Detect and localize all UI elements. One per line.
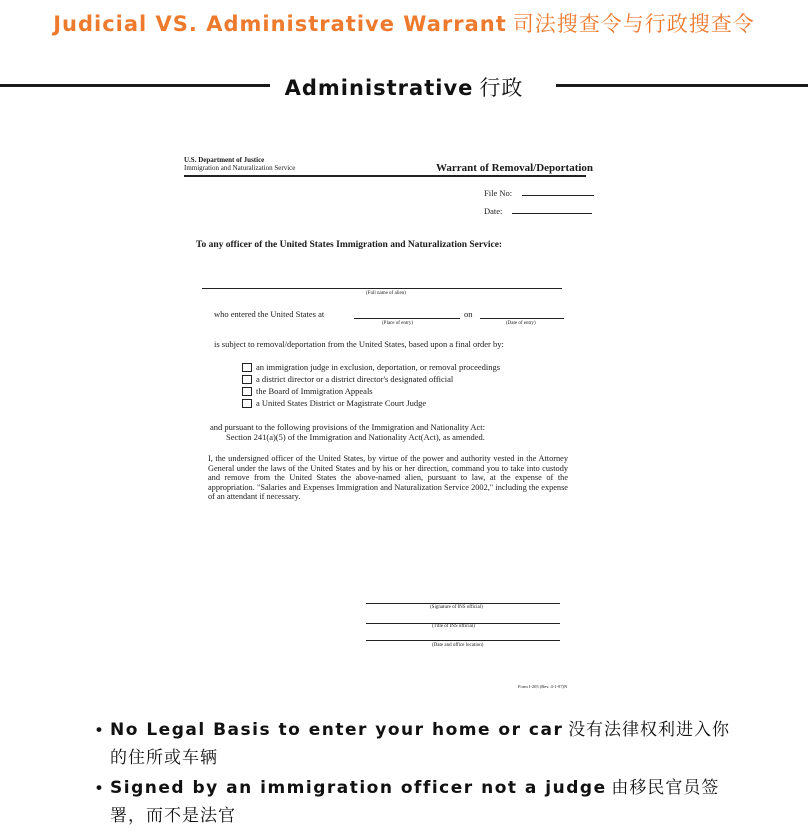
option-row: the Board of Immigration Appeals xyxy=(242,386,373,396)
section-title xyxy=(0,72,808,102)
full-name-rule xyxy=(202,288,562,289)
form-number: Form I-205 (Rev. 4-1-97)N xyxy=(518,684,568,689)
agency-line-1: U.S. Department of Justice xyxy=(184,156,265,164)
list-item: • Signed by an immigration officer not a judge 由移民官员签署，而不是法官 xyxy=(96,778,720,826)
subject-text: is subject to removal/deportation from the United States, based upon a final order by: xyxy=(214,339,504,349)
pursuant-line-1: and pursuant to the following provisions of the Immigration and Nationality Act: xyxy=(210,422,486,432)
agency-name xyxy=(184,156,295,172)
file-no-field xyxy=(484,188,594,198)
place-caption: (Place of entry) xyxy=(382,321,414,326)
agency-line-2: Immigration and Naturalization Service xyxy=(184,164,296,172)
title-rule xyxy=(184,175,586,177)
signature-rule xyxy=(366,603,560,604)
date-entry-caption: (Date of entry) xyxy=(506,321,536,326)
signature-caption: (Signature of INS official) xyxy=(430,605,483,610)
document-title: Warrant of Removal/Deportation xyxy=(436,162,594,174)
checkbox[interactable] xyxy=(242,399,252,408)
checkbox[interactable] xyxy=(242,363,252,372)
on-text: on xyxy=(464,309,473,319)
option-row: an immigration judge in exclusion, deportation, or removal proceedings xyxy=(242,362,500,372)
checkbox[interactable] xyxy=(242,375,252,384)
date-office-caption: (Date and office location) xyxy=(432,643,484,648)
bullet-text-en: Signed by an immigration officer not a judge xyxy=(110,778,607,798)
header-title-en: Judicial VS. Administrative Warrant xyxy=(53,12,507,36)
date-label: Date: xyxy=(484,206,503,216)
date-office-rule xyxy=(366,640,560,641)
bullet-text-en: No Legal Basis to enter your home or car xyxy=(110,720,564,740)
title-official-caption: (Title of INS official) xyxy=(432,624,475,629)
pursuant-line-2: Section 241(a)(5) of the Immigration and Nationality Act(Act), as amended. xyxy=(226,432,485,442)
bullet-text-zh: 由移民官员签署，而不是法官 xyxy=(110,778,720,826)
section-title-zh: 行政 xyxy=(479,76,524,100)
checkbox[interactable] xyxy=(242,387,252,396)
bullet-text-zh: 没有法律权利进入你的住所或车辆 xyxy=(110,720,731,768)
date-field xyxy=(484,206,592,216)
file-no-label: File No: xyxy=(484,188,513,198)
full-name-caption: (Full name of alien) xyxy=(366,291,406,296)
authority-paragraph: I, the undersigned officer of the United States, by virtue of the power and authority vested in the Attorney General under the laws of the United States and by his or her direction, command you to take into custody and remove from the United States the above-named alien, pursuant to law, at the expense of the appropriation. "Salaries and Expenses Immigration and Naturalization Service 2002," including the expense of an attendant if necessary. xyxy=(208,454,568,501)
place-rule xyxy=(354,318,460,319)
option-row: a United States District or Magistrate Court Judge xyxy=(242,398,426,408)
option-row: a district director or a district director's designated official xyxy=(242,374,453,384)
header-title-zh: 司法搜查令与行政搜查令 xyxy=(512,12,755,36)
entered-text: who entered the United States at xyxy=(214,309,325,319)
section-title-en: Administrative xyxy=(284,76,474,100)
key-points-list xyxy=(96,716,736,832)
warrant-document xyxy=(170,140,600,700)
page-header xyxy=(0,8,808,38)
list-item: • No Legal Basis to enter your home or car 没有法律权利进入你的住所或车辆 xyxy=(96,720,731,768)
date-entry-rule xyxy=(480,318,564,319)
addressee-line: To any officer of the United States Immigration and Naturalization Service: xyxy=(196,240,503,250)
